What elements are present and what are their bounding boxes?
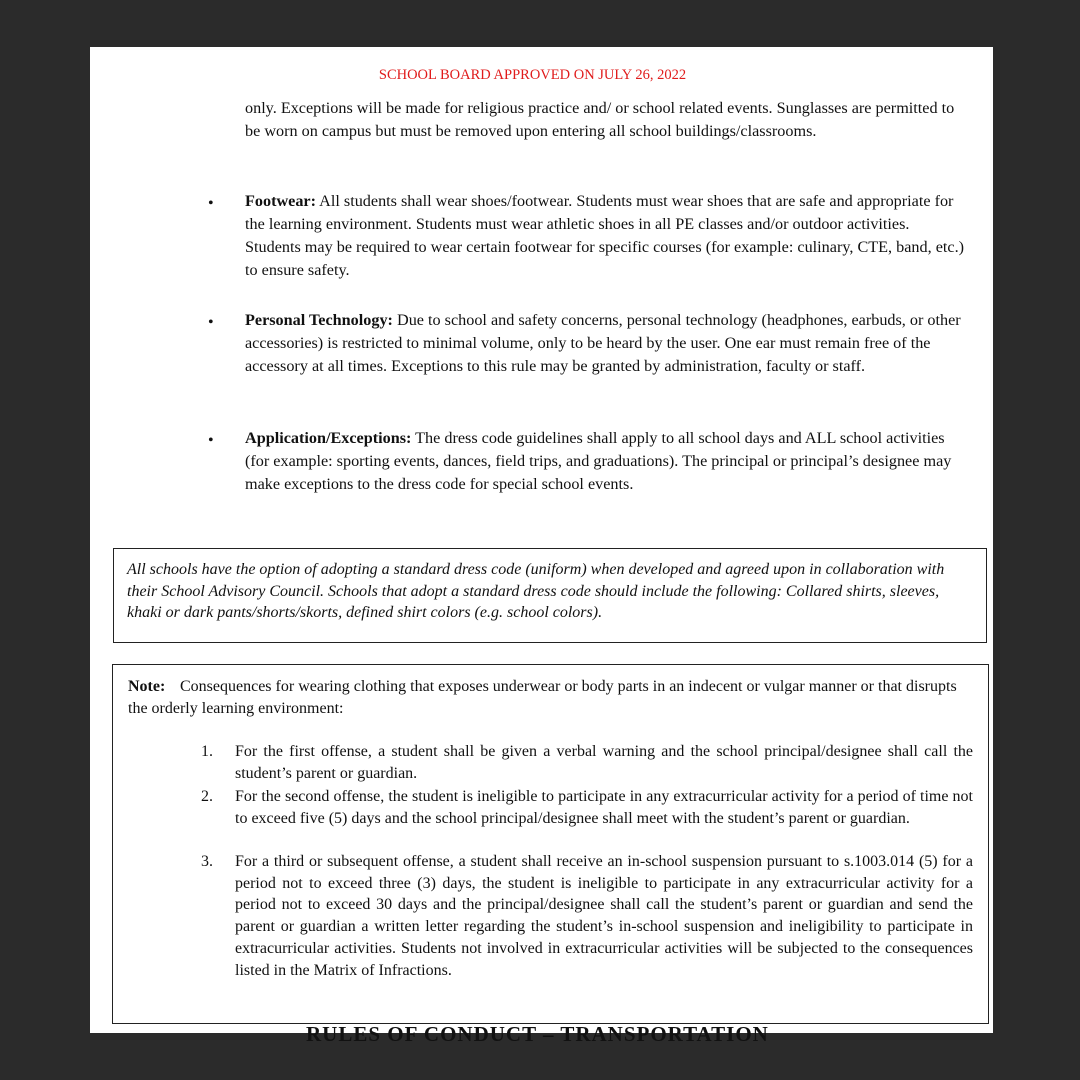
footwear-title: Footwear: <box>245 192 317 210</box>
personal-technology-title: Personal Technology: <box>245 311 393 329</box>
bullet-icon: • <box>208 195 214 212</box>
offense-number: 1. <box>201 743 213 760</box>
bullet-icon: • <box>208 432 214 449</box>
personal-technology-text: Due to school and safety concerns, personal technology (headphones, earbuds, or other accessories) is restricted to minimal volume, only to be heard by the user. One ear must remain free of the accessory at all times. Exceptions to this rule may be granted by administration, faculty or staff. <box>245 311 961 375</box>
intro-paragraph: only. Exceptions will be made for religious practice and/ or school related events. Sunglasses are permitted to be worn on campus but must be removed upon entering all school buildings/classrooms. <box>245 99 955 140</box>
uniform-policy-box <box>113 548 987 643</box>
application-exceptions-title: Application/Exceptions: <box>245 429 412 447</box>
offense-number: 2. <box>201 788 213 805</box>
second-offense-text: For the second offense, the student is ineligible to participate in any extracurricular activity for a period of time not to exceed five (5) days and the school principal/designee shall meet with the student’s parent or guardian. <box>235 788 973 827</box>
personal-technology-paragraph <box>245 309 965 378</box>
first-offense-text: For the first offense, a student shall be given a verbal warning and the school principal/designee shall call the student’s parent or guardian. <box>235 743 973 782</box>
note-text: Consequences for wearing clothing that exposes underwear or body parts in an indecent or vulgar manner or that disrupts the orderly learning environment: <box>128 678 957 717</box>
section-heading-cutoff: RULES OF CONDUCT – TRANSPORTATION <box>306 1022 769 1046</box>
offense-number: 3. <box>201 853 213 870</box>
application-exceptions-paragraph <box>245 427 965 496</box>
third-offense-text: For a third or subsequent offense, a student shall receive an in-school suspension pursuant to s.1003.014 (5) for a period not to exceed three (3) days, the student is ineligible to participate in any extracurricular activity for a period not to exceed 30 days and the principal/designee shall call the student’s parent or guardian and send the parent or guardian a written letter regarding the student’s in-school suspension and ineligibility to participate in extracurricular activities. Students not involved in extracurricular activities will be subjected to the consequences listed in the Matrix of Infractions. <box>235 853 973 979</box>
document-page <box>90 47 993 1046</box>
approval-header: SCHOOL BOARD APPROVED ON JULY 26, 2022 <box>378 67 687 83</box>
note-box <box>112 664 989 1024</box>
footwear-paragraph <box>245 190 965 282</box>
bullet-icon: • <box>208 314 214 331</box>
note-label: Note: <box>128 678 166 695</box>
application-exceptions-text: The dress code guidelines shall apply to all school days and ALL school activities (for example: sporting events, dances, field trips, and graduations). The principal or principal’s designee may make exceptions to the dress code for special school events. <box>245 429 952 493</box>
uniform-policy-text: All schools have the option of adopting a standard dress code (uniform) when developed and agreed upon in collaboration with their School Advisory Council. Schools that adopt a standard dress code should include the following: Collared shirts, sleeves, khaki or dark pants/shorts/skorts, defined shirt colors (e.g. school colors). <box>127 561 945 621</box>
footwear-text: All students shall wear shoes/footwear. Students must wear shoes that are safe and appropriate for the learning environment. Students must wear athletic shoes in all PE classes and/or outdoor activities. Students may be required to wear certain footwear for specific courses (for example: culinary, CTE, band, etc.) to ensure safety. <box>245 192 965 279</box>
